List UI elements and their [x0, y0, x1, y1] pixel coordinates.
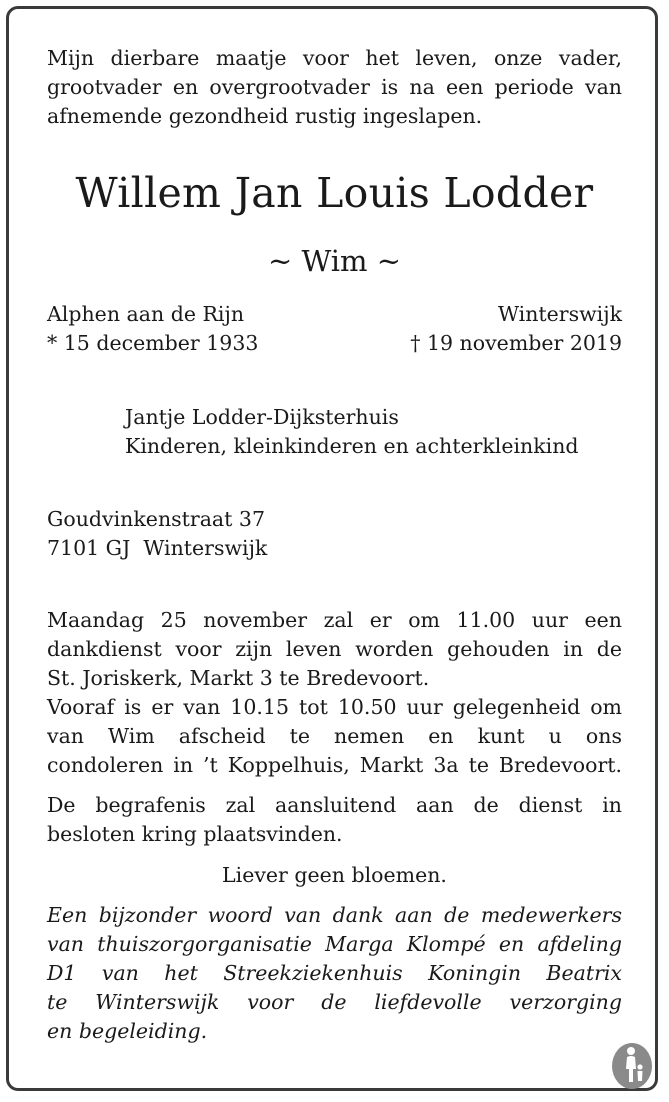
deceased-full-name: Willem Jan Louis Lodder [75, 169, 594, 217]
birth-date: * 15 december 1933 [47, 331, 259, 355]
birth-details [47, 300, 258, 358]
no-flowers-note: Liever geen bloemen. [222, 863, 447, 887]
obituary-announcement [47, 44, 622, 1046]
service-line: Maandag 25 november zal er om 11.00 uur een [47, 608, 622, 632]
birth-death-details [47, 300, 622, 358]
intro-line: grootvader en overgrootvader is na een periode van [47, 75, 622, 99]
burial-paragraph [47, 791, 622, 849]
death-place: Winterswijk [497, 302, 622, 326]
thanks-line: D1 van het Streekziekenhuis Koningin Beatrix [47, 961, 622, 985]
intro-paragraph [47, 44, 622, 131]
family-names [47, 403, 622, 461]
service-line: dankdienst voor zijn leven worden gehouden in de [47, 637, 622, 661]
service-line: van Wim afscheid te nemen en kunt u ons [47, 724, 622, 748]
service-line: Vooraf is er van 10.15 tot 10.50 uur gelegenheid om [47, 695, 622, 719]
death-date: † 19 november 2019 [410, 331, 622, 355]
thanks-line: Een bijzonder woord van dank aan de medewerkers [47, 903, 622, 927]
thanks-line: en begeleiding. [47, 1019, 208, 1043]
service-line: St. Joriskerk, Markt 3 te Bredevoort. [47, 666, 430, 690]
deceased-nickname: ~ Wim ~ [267, 244, 402, 278]
service-paragraph [47, 606, 622, 780]
family-line: Kinderen, kleinkinderen en achterkleinkind [125, 434, 579, 458]
intro-line: Mijn dierbare maatje voor het leven, onze vader, [47, 46, 622, 70]
thanks-line: te Winterswijk voor de liefdevolle verzorging [47, 990, 622, 1014]
birth-place: Alphen aan de Rijn [47, 302, 245, 326]
correspondence-address [47, 505, 622, 563]
service-line: condoleren in ’t Koppelhuis, Markt 3a te Bredevoort. [47, 753, 622, 777]
burial-line: besloten kring plaatsvinden. [47, 822, 343, 846]
death-details [410, 300, 622, 358]
intro-line: afnemende gezondheid rustig ingeslapen. [47, 104, 483, 128]
burial-line: De begrafenis zal aansluitend aan de dienst in [47, 793, 622, 817]
thanks-paragraph [47, 901, 622, 1046]
address-street: Goudvinkenstraat 37 [47, 507, 265, 531]
figure-with-child-logo-icon [609, 1037, 655, 1091]
family-line: Jantje Lodder-Dijksterhuis [125, 405, 399, 429]
address-city: 7101 GJ Winterswijk [47, 536, 268, 560]
thanks-line: van thuiszorgorganisatie Marga Klompé en afdeling [47, 932, 622, 956]
